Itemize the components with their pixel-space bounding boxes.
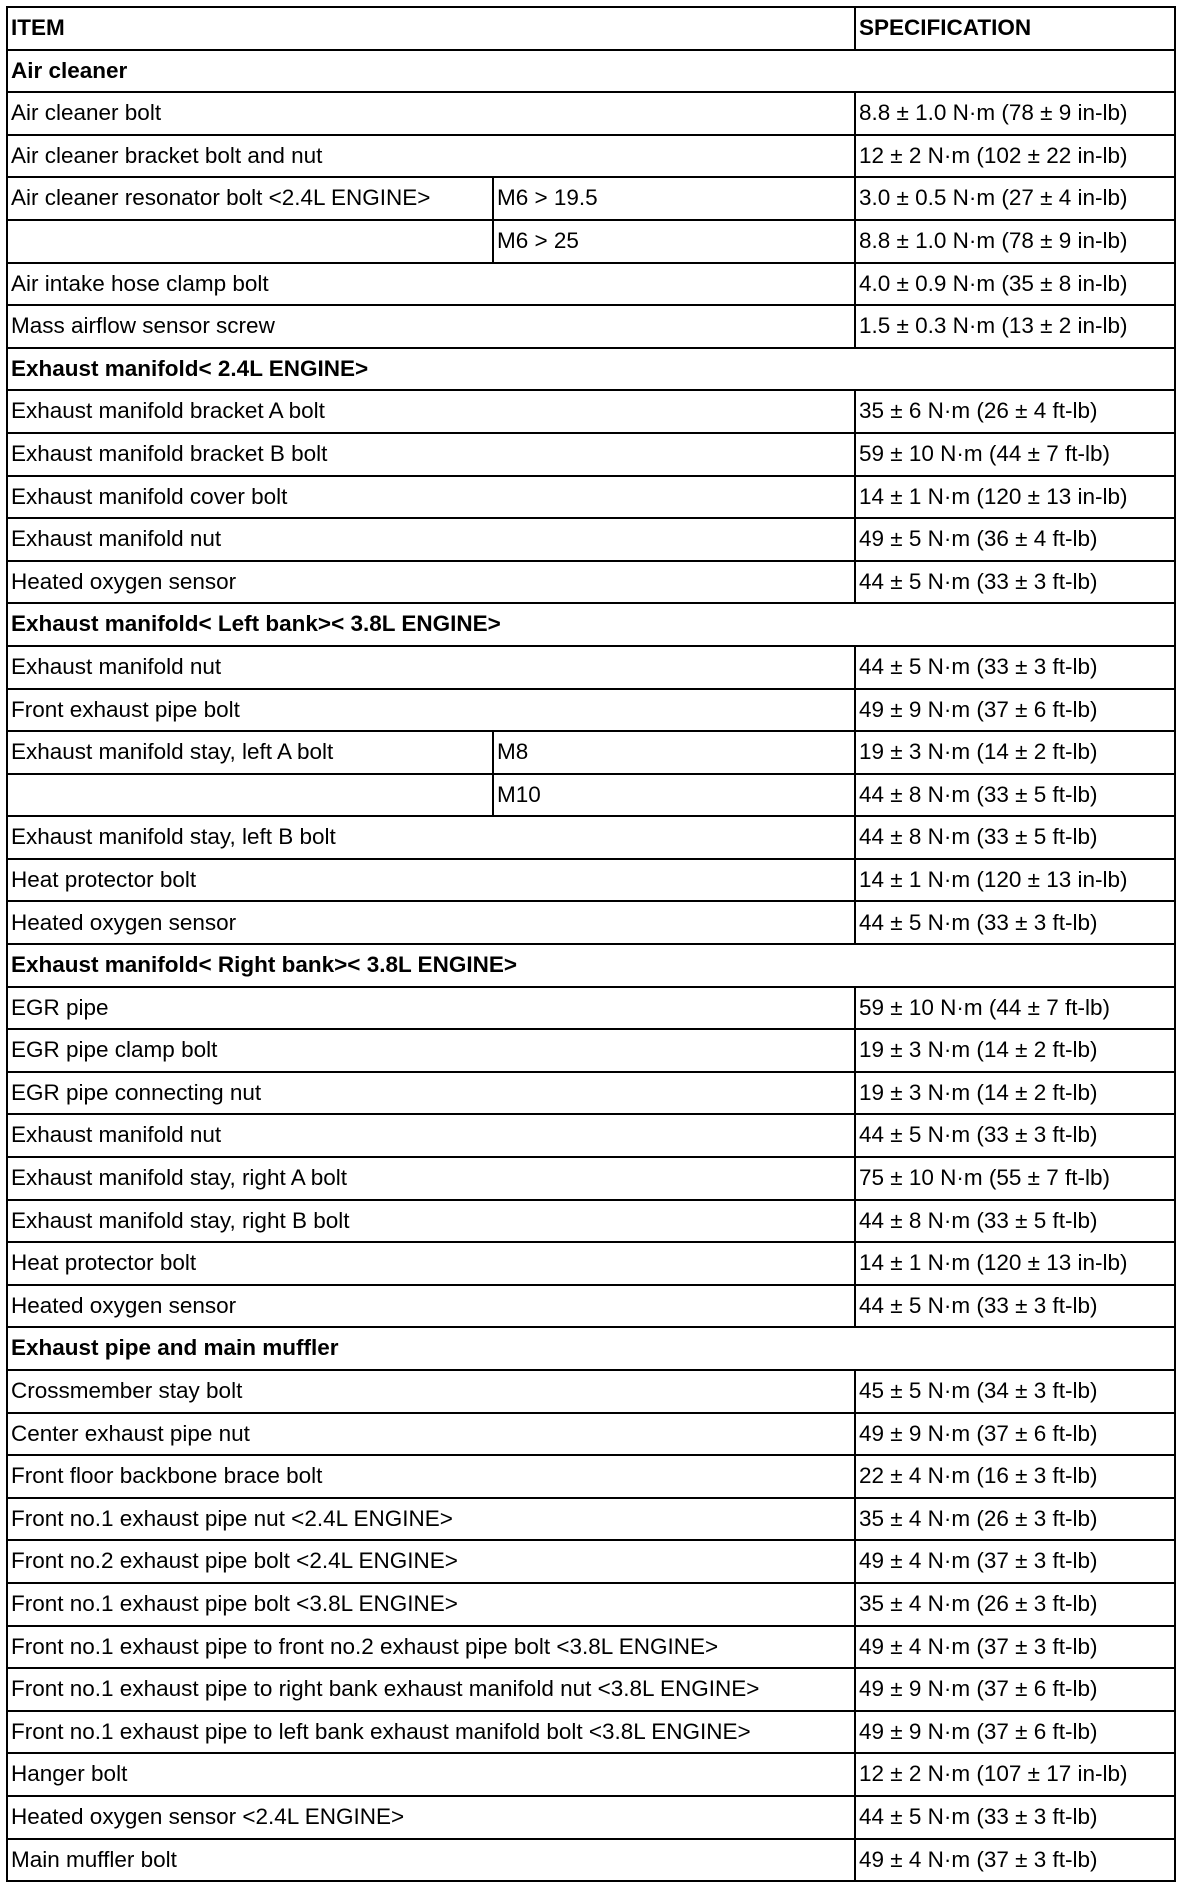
- specification-cell: 35 ± 4 N·m (26 ± 3 ft-lb): [855, 1583, 1175, 1626]
- specification-cell: 1.5 ± 0.3 N·m (13 ± 2 in-lb): [855, 305, 1175, 348]
- item-cell: Exhaust manifold nut: [7, 646, 855, 689]
- item-cell: Exhaust manifold cover bolt: [7, 476, 855, 519]
- section-row: [7, 603, 1175, 646]
- item-cell: Heat protector bolt: [7, 1242, 855, 1285]
- specification-cell: 44 ± 8 N·m (33 ± 5 ft-lb): [855, 1200, 1175, 1243]
- specification-cell: 45 ± 5 N·m (34 ± 3 ft-lb): [855, 1370, 1175, 1413]
- table-row: [7, 1498, 1175, 1541]
- sub-spec-cell: M8: [493, 731, 855, 774]
- item-cell: Exhaust manifold nut: [7, 518, 855, 561]
- item-cell: Exhaust manifold bracket B bolt: [7, 433, 855, 476]
- specification-cell: 19 ± 3 N·m (14 ± 2 ft-lb): [855, 1072, 1175, 1115]
- section-title: Exhaust manifold< Right bank>< 3.8L ENGINE>: [7, 944, 1175, 987]
- table-row: [7, 390, 1175, 433]
- item-cell: Front no.1 exhaust pipe to right bank exhaust manifold nut <3.8L ENGINE>: [7, 1668, 855, 1711]
- item-cell: Front no.1 exhaust pipe to left bank exhaust manifold bolt <3.8L ENGINE>: [7, 1711, 855, 1754]
- table-row: [7, 1711, 1175, 1754]
- table-row: [7, 859, 1175, 902]
- item-cell: Front no.2 exhaust pipe bolt <2.4L ENGINE>: [7, 1540, 855, 1583]
- section-row: [7, 50, 1175, 93]
- specification-cell: 12 ± 2 N·m (107 ± 17 in-lb): [855, 1753, 1175, 1796]
- item-cell: Front no.1 exhaust pipe bolt <3.8L ENGINE>: [7, 1583, 855, 1626]
- section-title: Exhaust manifold< Left bank>< 3.8L ENGINE>: [7, 603, 1175, 646]
- table-row: [7, 1668, 1175, 1711]
- item-cell: Main muffler bolt: [7, 1839, 855, 1882]
- sub-spec-cell: M6 > 25: [493, 220, 855, 263]
- header-row: [7, 7, 1175, 50]
- item-cell: Exhaust manifold stay, left A bolt: [7, 731, 493, 774]
- spec-table-body: [7, 50, 1175, 1882]
- item-cell: Hanger bolt: [7, 1753, 855, 1796]
- table-row: [7, 646, 1175, 689]
- specification-cell: 44 ± 5 N·m (33 ± 3 ft-lb): [855, 1285, 1175, 1328]
- specification-cell: 12 ± 2 N·m (102 ± 22 in-lb): [855, 135, 1175, 178]
- section-row: [7, 348, 1175, 391]
- specification-cell: 3.0 ± 0.5 N·m (27 ± 4 in-lb): [855, 177, 1175, 220]
- spec-table-container: [6, 6, 1174, 1882]
- specification-cell: 49 ± 9 N·m (37 ± 6 ft-lb): [855, 1668, 1175, 1711]
- specification-cell: 44 ± 5 N·m (33 ± 3 ft-lb): [855, 561, 1175, 604]
- table-row: [7, 135, 1175, 178]
- table-row: [7, 1753, 1175, 1796]
- specification-cell: 14 ± 1 N·m (120 ± 13 in-lb): [855, 476, 1175, 519]
- table-row: [7, 1839, 1175, 1882]
- table-row: [7, 1796, 1175, 1839]
- item-cell: EGR pipe: [7, 987, 855, 1030]
- specification-cell: 8.8 ± 1.0 N·m (78 ± 9 in-lb): [855, 92, 1175, 135]
- table-row: [7, 987, 1175, 1030]
- table-row: [7, 1200, 1175, 1243]
- item-cell: Heated oxygen sensor: [7, 561, 855, 604]
- item-cell: Exhaust manifold bracket A bolt: [7, 390, 855, 433]
- specification-cell: 49 ± 4 N·m (37 ± 3 ft-lb): [855, 1540, 1175, 1583]
- item-cell: Air cleaner bracket bolt and nut: [7, 135, 855, 178]
- sub-spec-cell: M10: [493, 774, 855, 817]
- item-cell: Heated oxygen sensor: [7, 1285, 855, 1328]
- table-row: [7, 1370, 1175, 1413]
- table-row: [7, 1242, 1175, 1285]
- specification-cell: 44 ± 8 N·m (33 ± 5 ft-lb): [855, 774, 1175, 817]
- specification-cell: 14 ± 1 N·m (120 ± 13 in-lb): [855, 1242, 1175, 1285]
- item-cell: Exhaust manifold stay, right B bolt: [7, 1200, 855, 1243]
- specification-cell: 44 ± 5 N·m (33 ± 3 ft-lb): [855, 1796, 1175, 1839]
- table-row: [7, 1114, 1175, 1157]
- torque-spec-table: [6, 6, 1176, 1882]
- specification-cell: 59 ± 10 N·m (44 ± 7 ft-lb): [855, 433, 1175, 476]
- specification-cell: 44 ± 8 N·m (33 ± 5 ft-lb): [855, 816, 1175, 859]
- item-column-header: ITEM: [7, 7, 855, 50]
- specification-cell: 49 ± 9 N·m (37 ± 6 ft-lb): [855, 1711, 1175, 1754]
- item-cell: Front floor backbone brace bolt: [7, 1455, 855, 1498]
- specification-cell: 14 ± 1 N·m (120 ± 13 in-lb): [855, 859, 1175, 902]
- specification-cell: 19 ± 3 N·m (14 ± 2 ft-lb): [855, 731, 1175, 774]
- table-row: [7, 1072, 1175, 1115]
- item-cell: Heated oxygen sensor: [7, 901, 855, 944]
- specification-cell: 19 ± 3 N·m (14 ± 2 ft-lb): [855, 1029, 1175, 1072]
- table-row: [7, 1157, 1175, 1200]
- table-row: [7, 1583, 1175, 1626]
- table-row: [7, 92, 1175, 135]
- table-row: [7, 731, 1175, 774]
- table-row: [7, 816, 1175, 859]
- item-cell: Air cleaner bolt: [7, 92, 855, 135]
- item-cell: Air intake hose clamp bolt: [7, 263, 855, 306]
- specification-cell: 59 ± 10 N·m (44 ± 7 ft-lb): [855, 987, 1175, 1030]
- specification-cell: 44 ± 5 N·m (33 ± 3 ft-lb): [855, 1114, 1175, 1157]
- section-row: [7, 944, 1175, 987]
- table-row: [7, 305, 1175, 348]
- table-row: [7, 177, 1175, 220]
- table-row: [7, 263, 1175, 306]
- specification-cell: 75 ± 10 N·m (55 ± 7 ft-lb): [855, 1157, 1175, 1200]
- table-row: [7, 774, 1175, 817]
- item-cell: Center exhaust pipe nut: [7, 1413, 855, 1456]
- item-cell: Front exhaust pipe bolt: [7, 689, 855, 732]
- specification-column-header: SPECIFICATION: [855, 7, 1175, 50]
- item-cell: Heated oxygen sensor <2.4L ENGINE>: [7, 1796, 855, 1839]
- table-row: [7, 689, 1175, 732]
- item-cell: Exhaust manifold nut: [7, 1114, 855, 1157]
- section-title: Exhaust manifold< 2.4L ENGINE>: [7, 348, 1175, 391]
- item-cell: Exhaust manifold stay, left B bolt: [7, 816, 855, 859]
- item-cell: [7, 774, 493, 817]
- item-cell: EGR pipe clamp bolt: [7, 1029, 855, 1072]
- specification-cell: 44 ± 5 N·m (33 ± 3 ft-lb): [855, 901, 1175, 944]
- table-row: [7, 561, 1175, 604]
- sub-spec-cell: M6 > 19.5: [493, 177, 855, 220]
- table-row: [7, 1285, 1175, 1328]
- table-row: [7, 476, 1175, 519]
- specification-cell: 35 ± 6 N·m (26 ± 4 ft-lb): [855, 390, 1175, 433]
- table-row: [7, 518, 1175, 561]
- specification-cell: 49 ± 4 N·m (37 ± 3 ft-lb): [855, 1839, 1175, 1882]
- item-cell: Exhaust manifold stay, right A bolt: [7, 1157, 855, 1200]
- table-row: [7, 433, 1175, 476]
- table-row: [7, 1540, 1175, 1583]
- item-cell: Mass airflow sensor screw: [7, 305, 855, 348]
- item-cell: Crossmember stay bolt: [7, 1370, 855, 1413]
- table-row: [7, 220, 1175, 263]
- item-cell: Air cleaner resonator bolt <2.4L ENGINE>: [7, 177, 493, 220]
- specification-cell: 49 ± 4 N·m (37 ± 3 ft-lb): [855, 1626, 1175, 1669]
- specification-cell: 49 ± 5 N·m (36 ± 4 ft-lb): [855, 518, 1175, 561]
- specification-cell: 49 ± 9 N·m (37 ± 6 ft-lb): [855, 1413, 1175, 1456]
- table-row: [7, 1029, 1175, 1072]
- specification-cell: 44 ± 5 N·m (33 ± 3 ft-lb): [855, 646, 1175, 689]
- item-cell: Front no.1 exhaust pipe nut <2.4L ENGINE>: [7, 1498, 855, 1541]
- specification-cell: 35 ± 4 N·m (26 ± 3 ft-lb): [855, 1498, 1175, 1541]
- table-row: [7, 1626, 1175, 1669]
- table-row: [7, 1413, 1175, 1456]
- specification-cell: 49 ± 9 N·m (37 ± 6 ft-lb): [855, 689, 1175, 732]
- item-cell: Front no.1 exhaust pipe to front no.2 exhaust pipe bolt <3.8L ENGINE>: [7, 1626, 855, 1669]
- table-row: [7, 901, 1175, 944]
- specification-cell: 22 ± 4 N·m (16 ± 3 ft-lb): [855, 1455, 1175, 1498]
- item-cell: Heat protector bolt: [7, 859, 855, 902]
- item-cell: EGR pipe connecting nut: [7, 1072, 855, 1115]
- section-title: Exhaust pipe and main muffler: [7, 1327, 1175, 1370]
- item-cell: [7, 220, 493, 263]
- specification-cell: 8.8 ± 1.0 N·m (78 ± 9 in-lb): [855, 220, 1175, 263]
- section-title: Air cleaner: [7, 50, 1175, 93]
- specification-cell: 4.0 ± 0.9 N·m (35 ± 8 in-lb): [855, 263, 1175, 306]
- table-row: [7, 1455, 1175, 1498]
- section-row: [7, 1327, 1175, 1370]
